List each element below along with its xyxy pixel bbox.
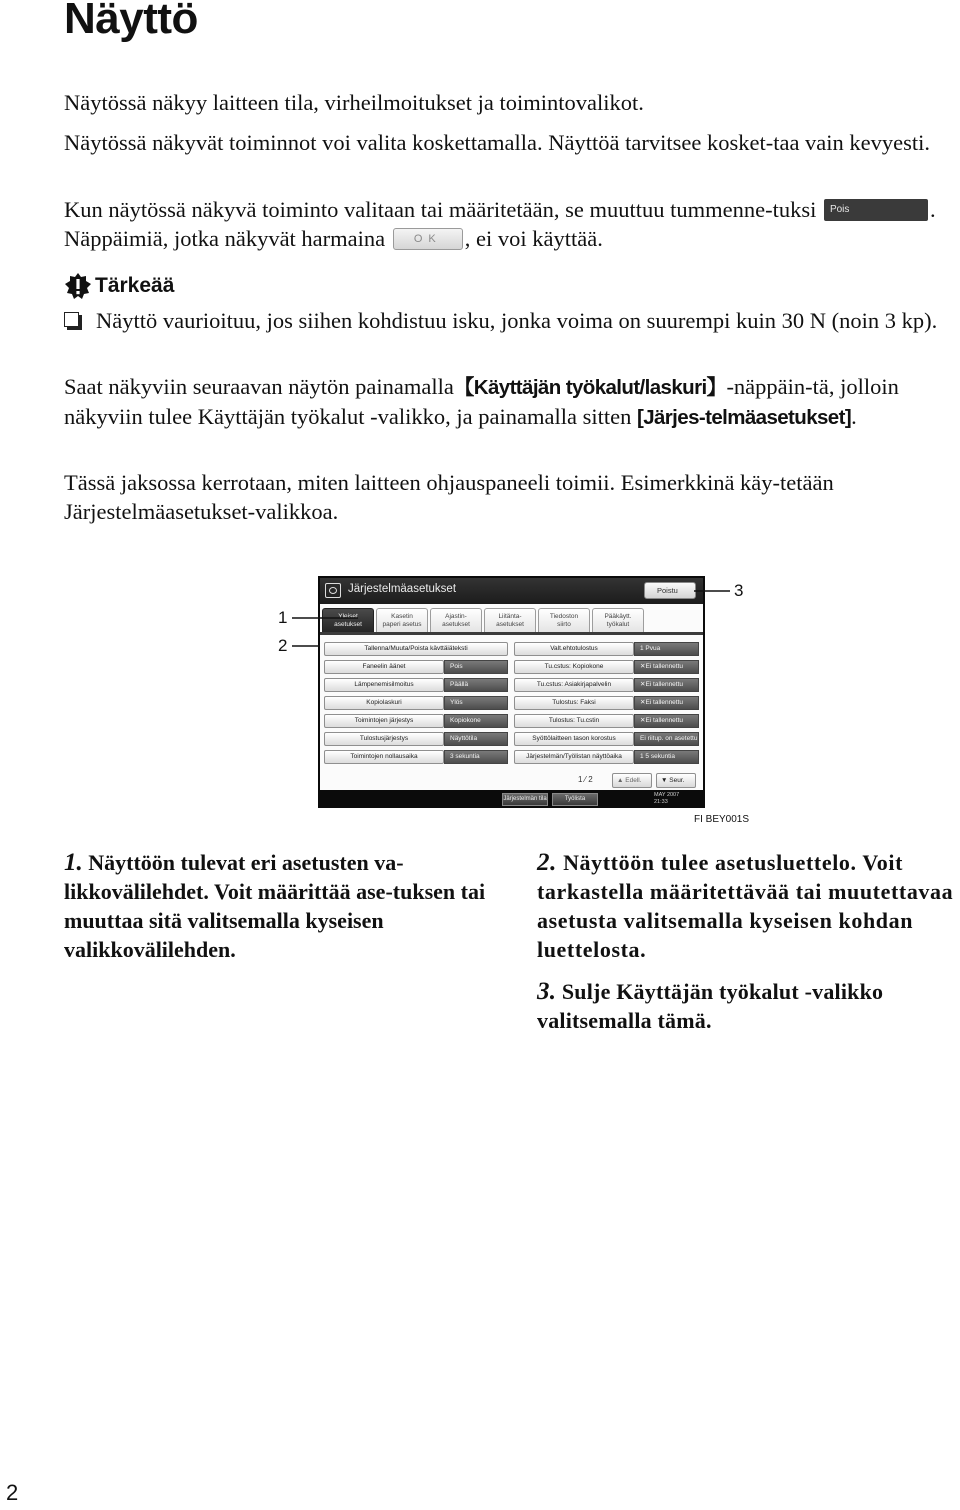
setting-value: Ei riitup. on asetettu: [634, 732, 699, 746]
setting-value: Päällä: [444, 678, 508, 692]
tab-tray-line2: paperi asetus: [382, 621, 422, 628]
setting-label[interactable]: Tulostus: Tu.cstin: [514, 714, 634, 728]
system-status-button[interactable]: Järjestelmän tila: [502, 793, 548, 806]
page-title: Näyttö: [64, 0, 198, 43]
setting-value: Näyttötila: [444, 732, 508, 746]
setting-value: ✕Ei tallennettu: [634, 678, 699, 692]
note-3: [537, 977, 960, 1035]
screen-title: Järjestelmäasetukset: [348, 583, 457, 595]
setting-label[interactable]: Tu.cstus: Asiakirjapalvelin: [514, 678, 634, 692]
note-column-right: [537, 848, 960, 1048]
note-1-number: 1.: [64, 849, 83, 876]
note-1-text: Näyttöön tulevat eri asetusten va-likkovälilehdet. Voit määrittää ase-tuksen tai muuttaa sitä valitsemalla kyseisen valikkovälilehden.: [64, 850, 486, 962]
setting-label[interactable]: Järjestelmän/Työlistan näyttöaika: [514, 750, 634, 764]
note-1: [64, 848, 490, 964]
setting-label[interactable]: Toimintojen järjestys: [324, 714, 444, 728]
note-2-text: Näyttöön tulee asetusluettelo. Voit tarkastella määritettävää tai muutettavaa asetusta valitsemalla kyseisen kohdan luettelosta.: [537, 850, 954, 962]
note-3-text: Sulje Käyttäjän työkalut -valikko valitsemalla tämä.: [537, 979, 884, 1033]
tab-file-line2: siirto: [557, 621, 571, 628]
intro-paragraph-2: Näytössä näkyvät toiminnot voi valita koskettamalla. Näyttöä tarvitsee kosket-taa vain kevyesti.: [64, 130, 931, 155]
setting-label[interactable]: Kopiolaskuri: [324, 696, 444, 710]
setting-value: Ylös: [444, 696, 508, 710]
exit-button[interactable]: Poistu: [644, 582, 696, 599]
note-2-number: 2.: [537, 849, 557, 876]
tab-general-line1: Yleiset: [338, 613, 358, 620]
setting-value: 1 Pvua: [634, 642, 699, 656]
disabled-key-sample: OK: [393, 228, 463, 250]
setting-label[interactable]: Tulostusjärjestys: [324, 732, 444, 746]
p4-after: .: [851, 404, 857, 429]
tab-admin-line2: työkalut: [606, 621, 630, 628]
body-paragraph-5: Tässä jaksossa kerrotaan, miten laitteen ohjauspaneeli toimii. Esimerkkinä käy-tetään Järjestelmäasetukset-valikkoa.: [64, 470, 834, 524]
setting-value: ✕Ei tallennettu: [634, 696, 699, 710]
callout-2: 2: [278, 636, 288, 655]
note-3-number: 3.: [537, 978, 557, 1005]
tab-timer-line2: asetukset: [442, 621, 470, 628]
setting-label[interactable]: Faneelin äänet: [324, 660, 444, 674]
figure-caption: FI BEY001S: [694, 814, 750, 825]
note-2: [537, 848, 960, 964]
setting-label[interactable]: Tu.cstus: Kopiokone: [514, 660, 634, 674]
page-number: 2: [6, 1480, 19, 1505]
tab-tray-line1: Kasetin: [391, 613, 413, 620]
setting-label[interactable]: Valt.ehtotulostus: [514, 642, 634, 656]
setting-label[interactable]: Tulostus: Faksi: [514, 696, 634, 710]
tab-interface-line1: Liitänta-: [498, 613, 522, 620]
note-column-left: [64, 848, 490, 977]
previous-page-button[interactable]: ▲ Edell.: [612, 773, 652, 788]
tab-admin-line1: Pääkäytt.: [604, 613, 632, 620]
important-label: Tärkeää: [95, 274, 175, 297]
important-note-text: Näyttö vaurioituu, jos siihen kohdistuu isku, jonka voima on suurempi kuin 30 N (noin 3 kp).: [96, 308, 938, 333]
tab-file-line1: Tiedoston: [549, 613, 579, 620]
setting-value: Kopiokone: [444, 714, 508, 728]
status-date: MAY 2007: [654, 792, 680, 798]
intro-p3-after: , ei voi käyttää.: [464, 226, 603, 251]
setting-value: Pois: [444, 660, 508, 674]
system-settings-key: [Järjes-telmäasetukset]: [636, 406, 852, 429]
selected-key-sample: Pois: [824, 199, 928, 221]
job-list-button[interactable]: Työlista: [552, 793, 598, 806]
setting-user-text[interactable]: Tallenna/Muuta/Poista kävttäiäteksti: [324, 642, 508, 656]
intro-paragraph-1: Näytössä näkyy laitteen tila, virheilmoitukset ja toimintovalikot.: [64, 90, 644, 115]
p4-middle: -näppäin-tä, jolloin näkyviin tulee Käyttäjän työkalut -valikko, ja painamalla sitten: [64, 374, 899, 429]
page-indicator: 1 ⁄ 2: [578, 775, 593, 784]
setting-value: 1 5 sekuntia: [634, 750, 699, 764]
setting-label[interactable]: Syöttölaitteen tason korostus: [514, 732, 634, 746]
setting-value: ✕Ei tallennettu: [634, 714, 699, 728]
p4-before: Saat näkyviin seuraavan näytön painamalla: [64, 374, 454, 399]
tab-interface-line2: asetukset: [496, 621, 524, 628]
setting-value: ✕Ei tallennettu: [634, 660, 699, 674]
intro-p3-before: Kun näytössä näkyvä toiminto valitaan tai määritetään, se muuttuu tummenne-tuksi: [64, 197, 817, 222]
status-time: 21:33: [654, 799, 668, 805]
tab-timer-line1: Ajastin-: [445, 613, 467, 620]
next-page-button[interactable]: ▼ Seur.: [656, 773, 696, 788]
setting-label[interactable]: Lämpenemisilmoitus: [324, 678, 444, 692]
intro-p3-middle: . Näppäimiä, jotka näkyvät harmaina: [64, 197, 936, 251]
callout-3: 3: [734, 581, 744, 600]
setting-label[interactable]: Toimintojen nollausaika: [324, 750, 444, 764]
user-tools-key: 【Käyttäjän työkalut/laskuri】: [453, 376, 727, 399]
tab-general-line2: asetukset: [334, 621, 362, 628]
setting-value: 3 sekuntia: [444, 750, 508, 764]
callout-1: 1: [278, 608, 288, 627]
